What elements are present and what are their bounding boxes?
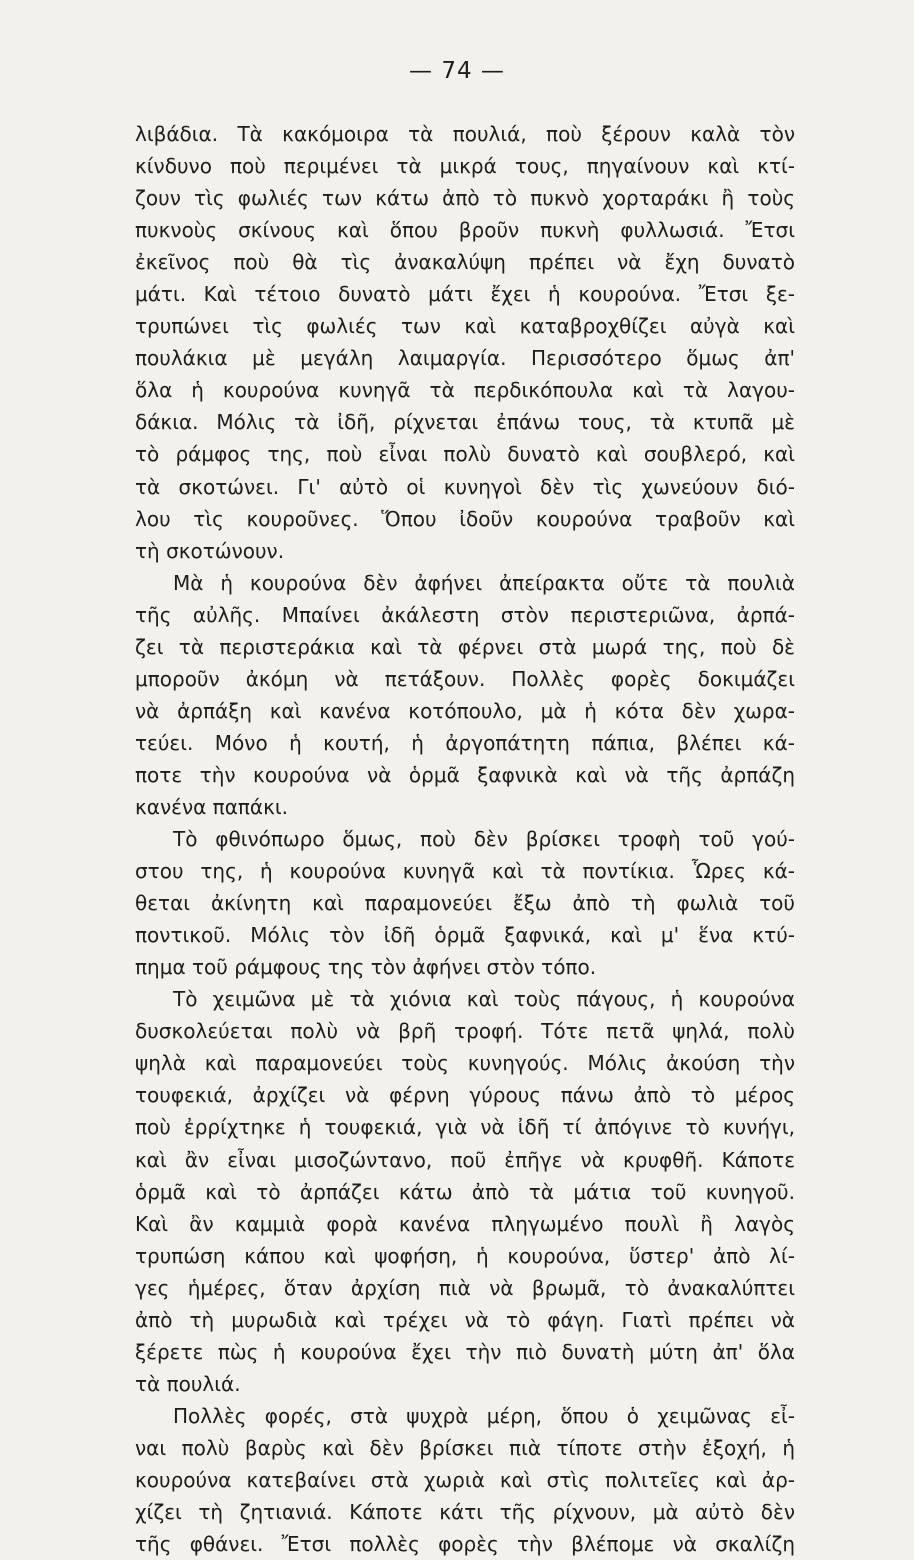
text-line: νὰ ἀρπάξη καὶ κανένα κοτόπουλο, μὰ ἡ κότα δὲν χωρα- [135, 698, 795, 723]
text-line: ξέρετε πὼς ἡ κουρούνα ἔχει τὴν πιὸ δυνατὴ μύτη ἀπ' ὅλα [135, 1339, 795, 1364]
text-line: τῆς αὐλῆς. Μπαίνει ἀκάλεστη στὸν περιστεριῶνα, ἀρπά- [135, 602, 795, 627]
text-line: ὁρμᾶ καὶ τὸ ἀρπάζει κάτω ἀπὸ τὰ μάτια τοῦ κυνηγοῦ. [135, 1179, 795, 1204]
text-line: τρυπώση κάπου καὶ ψοφήση, ἡ κουρούνα, ὕστερ' ἀπὸ λί- [135, 1243, 795, 1268]
text-line: Τὸ φθινόπωρο ὅμως, ποὺ δὲν βρίσκει τροφὴ τοῦ γού- [173, 827, 795, 852]
text-line: πημα τοῦ ράμφους της τὸν ἀφήνει στὸν τόπο. [135, 955, 597, 980]
text-line: τὸ ράμφος της, ποὺ εἶναι πολὺ δυνατὸ καὶ σουβλερό, καὶ [135, 442, 795, 467]
text-line: τρυπώνει τὶς φωλιές των καὶ καταβροχθίζει αὐγὰ καὶ [135, 314, 795, 339]
text-line: Καὶ ἂν καμμιὰ φορὰ κανένα πληγωμένο πουλὶ ἢ λαγὸς [135, 1211, 795, 1236]
text-line: κανένα παπάκι. [135, 794, 289, 819]
text-line: ποντικοῦ. Μόλις τὸν ἰδῆ ὁρμᾶ ξαφνικά, καὶ μ' ἕνα κτύ- [135, 923, 795, 948]
text-line: Μὰ ἡ κουρούνα δὲν ἀφήνει ἀπείρακτα οὔτε τὰ πουλιὰ [173, 570, 795, 595]
page-number: — 74 — [409, 58, 505, 84]
text-line: κουρούνα κατεβαίνει στὰ χωριὰ καὶ στὶς πολιτεῖες καὶ ἀρ- [135, 1467, 795, 1492]
paragraph-3 [135, 823, 795, 983]
text-line: ἐκεῖνος ποὺ θὰ τὶς ἀνακαλύψη πρέπει νὰ ἔχη δυνατὸ [135, 250, 795, 275]
text-line: θεται ἀκίνητη καὶ παραμονεύει ἔξω ἀπὸ τὴ φωλιὰ τοῦ [135, 891, 795, 916]
paragraph-1 [135, 118, 795, 567]
text-line: πουλάκια μὲ μεγάλη λαιμαργία. Περισσότερο ὅμως ἀπ' [135, 346, 795, 371]
paragraph-2 [135, 567, 795, 823]
text-line: τὴ σκοτώνουν. [135, 538, 285, 563]
text-line: ναι πολὺ βαρὺς καὶ δὲν βρίσκει πιὰ τίποτε στὴν ἐξοχή, ἡ [135, 1435, 795, 1460]
paragraph-4 [135, 983, 795, 1400]
text-line: δάκια. Μόλις τὰ ἰδῆ, ρίχνεται ἐπάνω τους, τὰ κτυπᾶ μὲ [135, 410, 795, 435]
text-line: ἀπὸ τὴ μυρωδιὰ καὶ τρέχει νὰ τὸ φάγη. Γιατὶ πρέπει νὰ [135, 1307, 795, 1332]
text-line: στου της, ἡ κουρούνα κυνηγᾶ καὶ τὰ ποντίκια. Ὧρες κά- [135, 859, 795, 884]
text-line: μποροῦν ἀκόμη νὰ πετάξουν. Πολλὲς φορὲς δοκιμάζει [135, 666, 795, 691]
text-line: τουφεκιά, ἀρχίζει νὰ φέρνη γύρους πάνω ἀπὸ τὸ μέρος [135, 1083, 795, 1108]
text-line: Πολλὲς φορές, στὰ ψυχρὰ μέρη, ὅπου ὁ χειμῶνας εἶ- [173, 1403, 795, 1428]
paragraph-5 [135, 1400, 795, 1560]
text-line: γες ἡμέρες, ὅταν ἀρχίση πιὰ νὰ βρωμᾶ, τὸ ἀνακαλύπτει [135, 1275, 795, 1300]
text-line: λου τὶς κουροῦνες. Ὅπου ἰδοῦν κουρούνα τραβοῦν καὶ [135, 506, 795, 531]
text-line: χίζει τὴ ζητιανιά. Κάποτε κάτι τῆς ρίχνουν, μὰ αὐτὸ δὲν [135, 1500, 795, 1525]
text-line: τὰ σκοτώνει. Γι' αὐτὸ οἱ κυνηγοὶ δὲν τὶς χωνεύουν διό- [135, 474, 795, 499]
text-line: λιβάδια. Τὰ κακόμοιρα τὰ πουλιά, ποὺ ξέρουν καλὰ τὸν [135, 122, 795, 146]
text-line: ψηλὰ καὶ παραμονεύει τοὺς κυνηγούς. Μόλις ἀκούση τὴν [135, 1051, 795, 1076]
text-line: καὶ ἂν εἶναι μισοζώντανο, ποῦ ἐπῆγε νὰ κρυφθῆ. Κάποτε [135, 1147, 795, 1172]
text-line: ζει τὰ περιστεράκια καὶ τὰ φέρνει στὰ μωρά της, ποὺ δὲ [135, 634, 795, 659]
text-line: Τὸ χειμῶνα μὲ τὰ χιόνια καὶ τοὺς πάγους, ἡ κουρούνα [173, 987, 795, 1012]
text-line: τὰ πουλιά. [135, 1371, 241, 1396]
text-line: δυσκολεύεται πολὺ νὰ βρῆ τροφή. Τότε πετᾶ ψηλά, πολὺ [135, 1019, 795, 1044]
text-line: ποτε τὴν κουρούνα νὰ ὁρμᾶ ξαφνικὰ καὶ νὰ τῆς ἀρπάζη [135, 762, 795, 787]
text-line: ζουν τὶς φωλιές των κάτω ἀπὸ τὸ πυκνὸ χορταράκι ἢ τοὺς [135, 186, 795, 211]
text-line: τῆς φθάνει. Ἔτσι πολλὲς φορὲς τὴν βλέπομε νὰ σκαλίζη [135, 1532, 795, 1557]
text-line: μάτι. Καὶ τέτοιο δυνατὸ μάτι ἔχει ἡ κουρούνα. Ἔτσι ξε- [135, 282, 795, 307]
text-line: πυκνοὺς σκίνους καὶ ὅπου βροῦν πυκνὴ φυλλωσιά. Ἔτσι [135, 218, 795, 243]
text-line: ποὺ ἐρρίχτηκε ἡ τουφεκιά, γιὰ νὰ ἰδῆ τί ἀπόγινε τὸ κυνήγι, [135, 1115, 795, 1140]
text-line: κίνδυνο ποὺ περιμένει τὰ μικρά τους, πηγαίνουν καὶ κτί- [135, 154, 795, 179]
body-text [135, 118, 795, 1560]
text-line: ὅλα ἡ κουρούνα κυνηγᾶ τὰ περδικόπουλα καὶ τὰ λαγου- [135, 378, 795, 403]
text-line: τεύει. Μόνο ἡ κουτή, ἡ ἀργοπάτητη πάπια, βλέπει κά- [135, 730, 795, 755]
